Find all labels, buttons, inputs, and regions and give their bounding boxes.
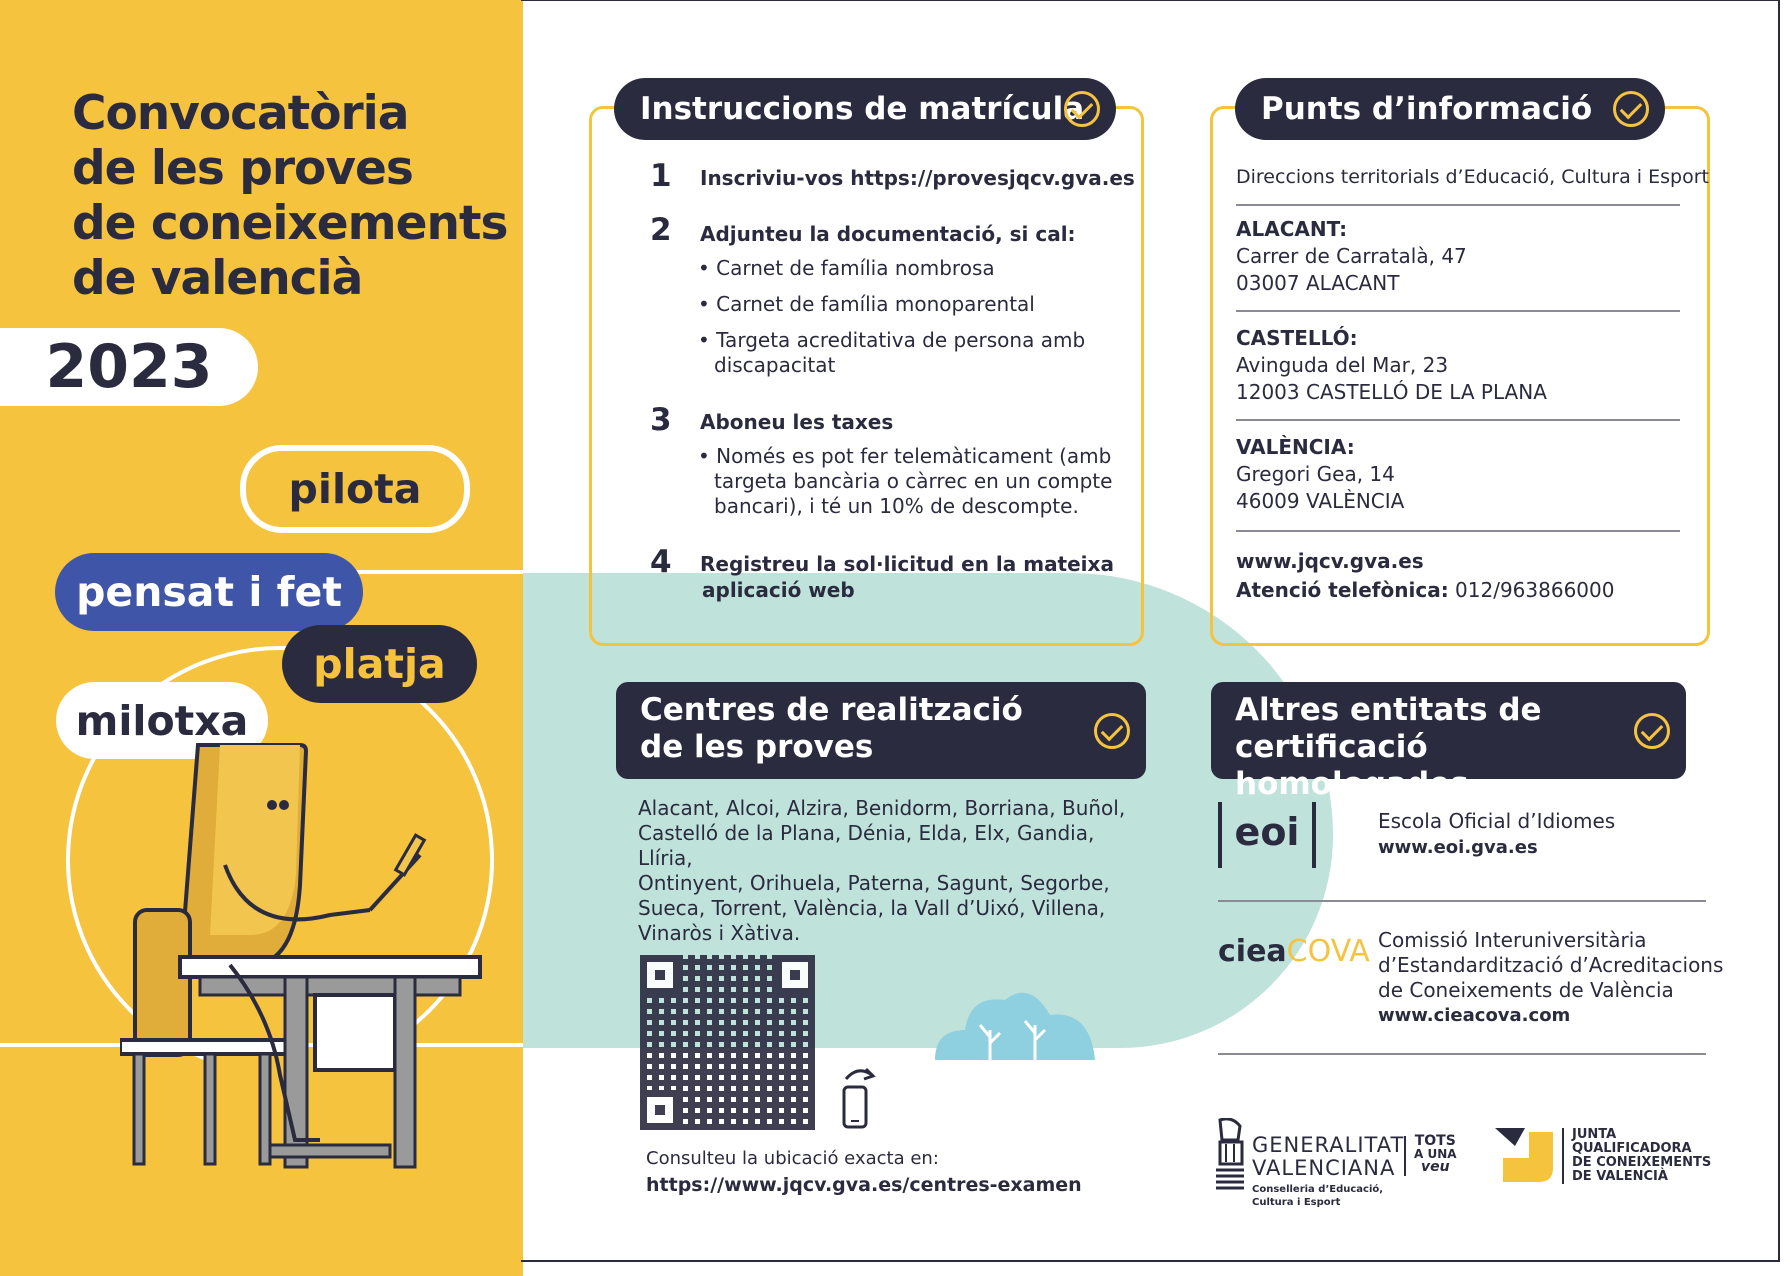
phone-label: Atenció telefònica: xyxy=(1236,578,1449,602)
step-bullet: bancari), i té un 10% de descompte. xyxy=(714,494,1079,518)
step-bullet: • Carnet de família nombrosa xyxy=(698,256,995,280)
check-icon xyxy=(1634,713,1670,749)
office-name: ALACANT: xyxy=(1236,217,1348,241)
office-name: CASTELLÓ: xyxy=(1236,326,1358,350)
info-intro: Direccions territorials d’Educació, Cultura i Esport xyxy=(1236,166,1709,188)
divider xyxy=(1404,1136,1406,1176)
qr-code[interactable] xyxy=(640,955,815,1130)
cities-line: Ontinyent, Orihuela, Paterna, Sagunt, Segorbe, xyxy=(638,871,1110,895)
info-header xyxy=(1235,78,1665,140)
divider xyxy=(1236,530,1680,532)
title-line: de valencià xyxy=(72,251,363,306)
step-text: aplicació web xyxy=(702,578,855,602)
cieacova-url-link[interactable]: www.cieacova.com xyxy=(1378,1005,1571,1026)
jq-line: DE CONEIXEMENTS xyxy=(1572,1155,1712,1170)
instructions-header xyxy=(614,78,1116,140)
tots-line: TOTS xyxy=(1414,1133,1456,1149)
check-icon xyxy=(1064,91,1100,127)
generalitat-logo xyxy=(1252,1134,1404,1180)
tots-a-una-veu-logo xyxy=(1414,1135,1457,1174)
cloud-trees-icon xyxy=(930,975,1100,1065)
year-badge: 2023 xyxy=(0,328,258,406)
divider xyxy=(1218,1053,1706,1055)
title-line: de les proves xyxy=(72,141,413,196)
office-postal: 46009 VALÈNCIA xyxy=(1236,489,1405,513)
generalitat-crest-icon xyxy=(1212,1118,1250,1194)
cieacova-name-line: de Coneixements de València xyxy=(1378,978,1674,1002)
divider xyxy=(1236,204,1680,206)
instructions-header-label: Instruccions de matrícula xyxy=(640,91,1085,127)
step-bullet: targeta bancària o càrrec en un compte xyxy=(714,469,1113,493)
divider xyxy=(1218,900,1706,902)
check-icon xyxy=(1613,91,1649,127)
word-pensat-i-fet: pensat i fet xyxy=(55,553,363,631)
step-number: 4 xyxy=(650,544,672,580)
cieacova-logo-part: COVA xyxy=(1286,934,1370,969)
centres-cities xyxy=(638,796,1148,946)
office-postal: 12003 CASTELLÓ DE LA PLANA xyxy=(1236,380,1547,404)
title-line: de coneixements xyxy=(72,196,508,251)
jq-line: DE VALENCIÀ xyxy=(1572,1169,1668,1184)
jqcv-logo-icon xyxy=(1495,1128,1557,1184)
gv-line: GENERALITAT xyxy=(1252,1133,1405,1157)
phone-scan-icon xyxy=(838,1065,878,1131)
word-platja: platja xyxy=(282,625,477,703)
divider xyxy=(1236,310,1680,312)
jqcv-logo-text xyxy=(1562,1128,1711,1184)
cities-line: Castelló de la Plana, Dénia, Elda, Elx, Gandia, Llíria, xyxy=(638,821,1095,870)
step-number: 1 xyxy=(650,158,672,194)
step-text: Adjunteu la documentació, si cal: xyxy=(700,222,1076,246)
cities-line: Sueca, Torrent, València, la Vall d’Uixó, Villena, xyxy=(638,896,1106,920)
office-address: Carrer de Carratalà, 47 xyxy=(1236,244,1467,268)
divider xyxy=(1236,419,1680,421)
consult-text: Consulteu la ubicació exacta en: xyxy=(646,1148,939,1169)
cieacova-name-line: d’Estandardització d’Acreditacions xyxy=(1378,953,1724,977)
step-bullet: • Carnet de família monoparental xyxy=(698,292,1035,316)
word-pilota: pilota xyxy=(240,445,470,533)
step-number: 3 xyxy=(650,402,672,438)
cieacova-name-line: Comissió Interuniversitària xyxy=(1378,928,1647,952)
step-bullet: • Targeta acreditativa de persona amb xyxy=(698,328,1086,352)
office-castello xyxy=(1236,325,1547,406)
eoi-logo: eoi xyxy=(1218,802,1316,868)
office-alacant xyxy=(1236,216,1467,297)
cieacova-logo-part: ciea xyxy=(1218,934,1287,969)
info-web-link[interactable]: www.jqcv.gva.es xyxy=(1236,549,1424,573)
office-address: Avinguda del Mar, 23 xyxy=(1236,353,1449,377)
step-number: 2 xyxy=(650,212,672,248)
centres-header xyxy=(616,682,1146,779)
office-name: VALÈNCIA: xyxy=(1236,435,1355,459)
conselleria-name xyxy=(1252,1183,1383,1209)
altres-header-line: certificació homologades xyxy=(1235,729,1469,802)
info-phone xyxy=(1236,577,1614,604)
step-bullet: • Només es pot fer telemàticament (amb xyxy=(698,444,1112,468)
eoi-name: Escola Oficial d’Idiomes xyxy=(1378,809,1616,833)
office-postal: 03007 ALACANT xyxy=(1236,271,1400,295)
jq-line: JUNTA xyxy=(1572,1127,1617,1142)
office-address: Gregori Gea, 14 xyxy=(1236,462,1395,486)
cities-line: Vinaròs i Xàtiva. xyxy=(638,921,801,945)
phone-number: 012/963866000 xyxy=(1448,578,1615,602)
step-text: Aboneu les taxes xyxy=(700,410,894,434)
centres-header-line: de les proves xyxy=(640,729,874,765)
centres-url-link[interactable]: https://www.jqcv.gva.es/centres-examen xyxy=(646,1174,1082,1196)
tots-line: veu xyxy=(1420,1159,1450,1175)
step-bullet: discapacitat xyxy=(714,353,836,377)
page-title xyxy=(72,86,512,306)
cities-line: Alacant, Alcoi, Alzira, Benidorm, Borriana, Buñol, xyxy=(638,796,1126,820)
step-text: Registreu la sol·licitud en la mateixa xyxy=(700,552,1114,576)
gv-sub-line: Cultura i Esport xyxy=(1252,1197,1341,1208)
centres-header-line: Centres de realització xyxy=(640,692,1023,728)
word-milotxa: milotxa xyxy=(56,682,268,759)
gv-line: VALENCIANA xyxy=(1252,1156,1396,1180)
info-header-label: Punts d’informació xyxy=(1261,91,1593,127)
title-line: Convocatòria xyxy=(72,86,409,141)
office-valencia xyxy=(1236,434,1404,515)
gv-sub-line: Conselleria d’Educació, xyxy=(1252,1184,1384,1195)
student-illustration xyxy=(120,735,490,1175)
step-text: Inscriviu-vos https://provesjqcv.gva.es xyxy=(700,166,1135,190)
eoi-url-link[interactable]: www.eoi.gva.es xyxy=(1378,837,1538,858)
altres-header-line: Altres entitats de xyxy=(1235,692,1542,728)
cieacova-name xyxy=(1378,928,1723,1028)
cieacova-logo xyxy=(1218,934,1370,969)
check-icon xyxy=(1094,713,1130,749)
altres-header xyxy=(1211,682,1686,802)
jq-line: QUALIFICADORA xyxy=(1572,1141,1692,1156)
tots-line: A UNA xyxy=(1414,1147,1457,1161)
